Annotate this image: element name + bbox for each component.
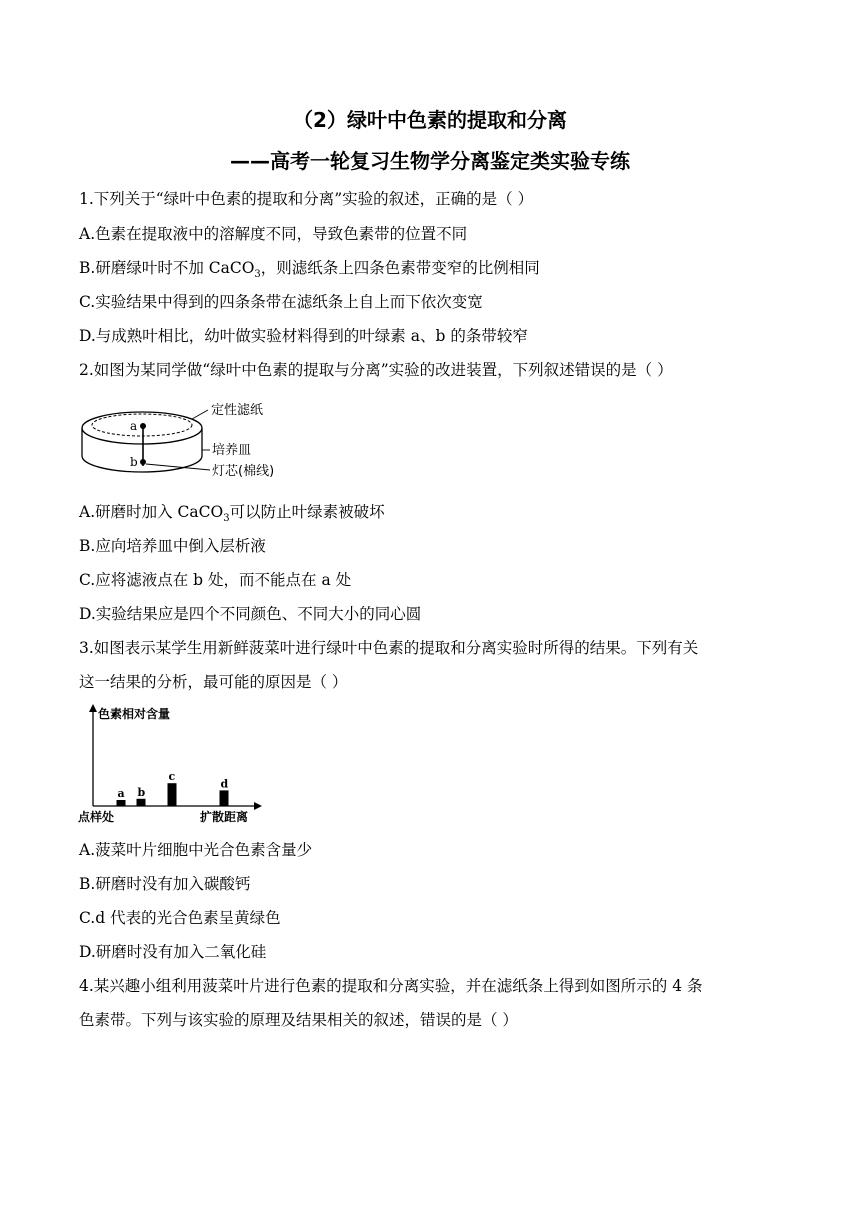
- point-a-label: a: [130, 419, 138, 433]
- q1-option-b-subscript: 3: [254, 269, 261, 281]
- q3-option-c: C.d 代表的光合色素呈黄绿色: [79, 909, 281, 927]
- bar-c: [168, 783, 177, 806]
- q3-option-a: A.菠菜叶片细胞中光合色素含量少: [79, 841, 313, 859]
- q2-option-c: C.应将滤液点在 b 处，而不能点在 a 处: [79, 571, 352, 589]
- q3-option-d: D.研磨时没有加入二氧化硅: [79, 943, 267, 961]
- x-axis-label: 扩散距离: [200, 810, 249, 824]
- point-b-dot: [140, 459, 146, 465]
- q2-option-a: [79, 502, 385, 529]
- bar-label-c: c: [168, 770, 176, 784]
- q1-option-d: D.与成熟叶相比，幼叶做实验材料得到的叶绿素 a、b 的条带较窄: [79, 327, 528, 345]
- q2-option-a-subscript: 3: [223, 513, 230, 525]
- q2-option-a-rest: 可以防止叶绿素被破坏: [229, 503, 385, 521]
- q3-stem-line1: 3.如图表示某学生用新鲜菠菜叶进行绿叶中色素的提取和分离实验时所得的结果。下列有关: [79, 639, 699, 657]
- q3-option-b: B.研磨时没有加入碳酸钙: [79, 875, 251, 893]
- q2-stem: 2.如图为某同学做“绿叶中色素的提取与分离”实验的改进装置，下列叙述错误的是（ ）: [79, 361, 673, 379]
- petri-dish-figure: [80, 392, 290, 487]
- bar-b: [137, 799, 146, 806]
- q1-option-b-text: B.研磨绿叶时不加 CaCO: [79, 259, 255, 277]
- page-subtitle: ——高考一轮复习生物学分离鉴定类实验专练: [230, 149, 630, 173]
- q1-option-c: C.实验结果中得到的四条条带在滤纸条上自上而下依次变宽: [79, 293, 483, 311]
- q4-stem-line1: 4.某兴趣小组利用菠菜叶片进行色素的提取和分离实验，并在滤纸条上得到如图所示的 4 条: [79, 977, 703, 995]
- bar-label-a: a: [117, 787, 125, 800]
- q2-option-a-text: A.研磨时加入 CaCO: [79, 503, 224, 521]
- q4-stem-line2: 色素带。下列与该实验的原理及结果相关的叙述，错误的是（ ）: [79, 1011, 518, 1029]
- q1-option-b-rest: ，则滤纸条上四条色素带变窄的比例相同: [260, 259, 540, 277]
- label-wick: 灯芯(棉线): [212, 464, 275, 479]
- bar-d: [220, 790, 229, 806]
- bar-label-b: b: [137, 785, 146, 799]
- q2-option-d: D.实验结果应是四个不同颜色、不同大小的同心圆: [79, 605, 422, 623]
- bar-label-d: d: [220, 777, 229, 791]
- page-title: （2）绿叶中色素的提取和分离: [293, 108, 567, 132]
- q1-option-a: A.色素在提取液中的溶解度不同，导致色素带的位置不同: [79, 225, 468, 243]
- label-dish: 培养皿: [212, 443, 252, 458]
- q1-stem: 1.下列关于“绿叶中色素的提取和分离”实验的叙述，正确的是（ ）: [79, 190, 534, 208]
- point-b-label: b: [130, 455, 138, 469]
- y-axis-arrow: [89, 704, 97, 712]
- q1-option-b: [79, 258, 540, 285]
- bar-a: [117, 800, 126, 806]
- q3-stem-line2: 这一结果的分析，最可能的原因是（ ）: [79, 673, 348, 691]
- pigment-bar-chart: [78, 702, 268, 826]
- label-filter-paper: 定性滤纸: [211, 403, 264, 418]
- q2-option-b: B.应向培养皿中倒入层析液: [79, 537, 266, 555]
- y-axis-label: 色素相对含量: [98, 707, 171, 721]
- x-axis-arrow: [254, 802, 262, 810]
- point-a-dot: [140, 423, 146, 429]
- origin-label: 点样处: [78, 810, 115, 824]
- chart-bars: [117, 770, 229, 806]
